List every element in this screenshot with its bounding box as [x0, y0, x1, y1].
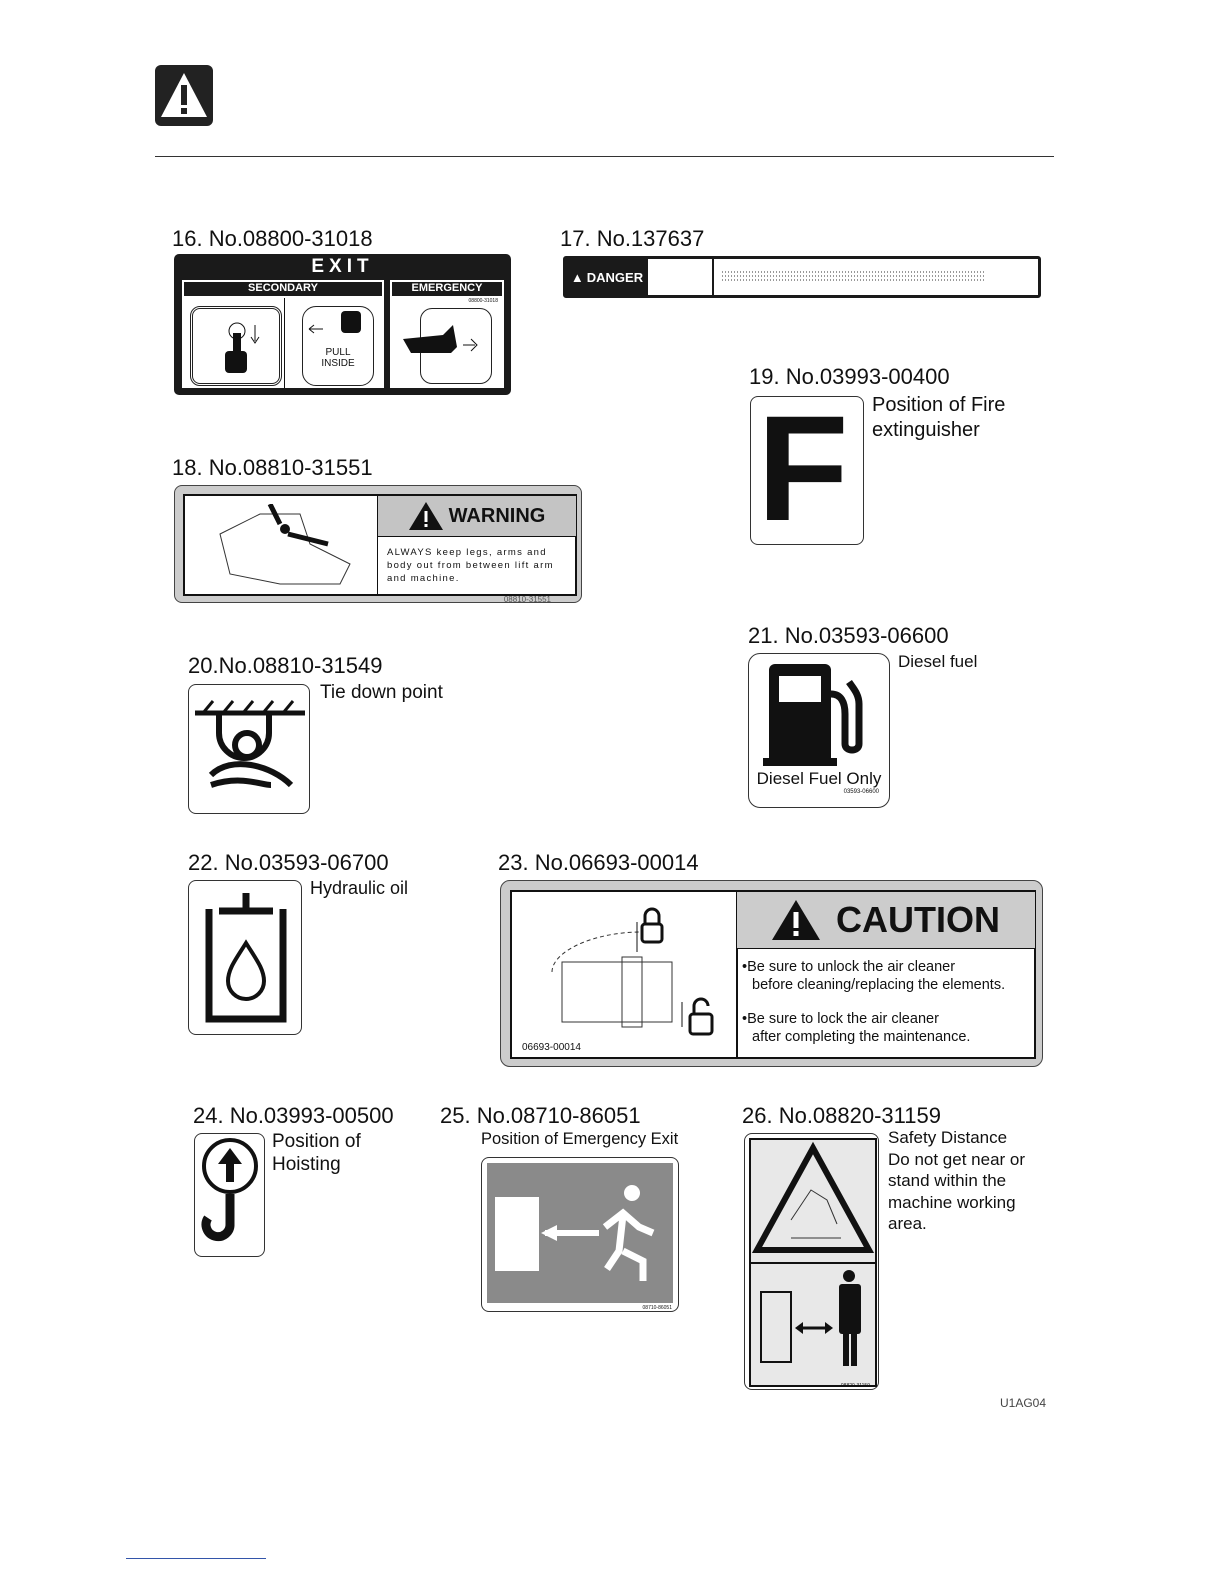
label-16-title: 16. No.08800-31018	[172, 226, 373, 251]
press-button-icon	[190, 306, 282, 386]
warning-triangle-icon	[772, 900, 820, 940]
desc-line: Position of Fire	[872, 394, 1006, 416]
diesel-fuel-label	[748, 653, 890, 808]
caution-heading: CAUTION	[836, 899, 1000, 940]
exit-code: 08800-31018	[468, 298, 498, 304]
hoisting-label	[194, 1133, 265, 1257]
warning-heading: WARNING	[448, 504, 546, 527]
emergency-heading: EMERGENCY	[392, 282, 502, 296]
desc-line: Do not get near or	[888, 1149, 1026, 1169]
label-22-title: 22. No.03593-06700	[188, 850, 389, 875]
warning-triangle-icon	[155, 65, 213, 126]
air-cleaner-illustration	[532, 902, 722, 1042]
diesel-caption: Diesel Fuel Only	[756, 769, 882, 788]
hoist-hook-icon	[195, 1134, 265, 1254]
caution-line: •Be sure to unlock the air cleaner	[742, 959, 956, 975]
label-24-description	[272, 1130, 361, 1176]
label-26-description	[888, 1127, 1025, 1235]
exit-label	[174, 254, 511, 395]
inside-text: INSIDE	[321, 358, 355, 369]
tie-down-label	[188, 684, 310, 814]
air-cleaner-caution-label	[500, 880, 1043, 1067]
desc-line: Position of	[272, 1131, 361, 1152]
label-code: 08710-86051	[642, 1305, 672, 1311]
label-25-title: 25. No.08710-86051	[440, 1103, 641, 1128]
caution-line: before cleaning/replacing the elements.	[752, 977, 1006, 993]
break-window-icon	[420, 308, 492, 384]
tie-down-icon	[189, 685, 309, 811]
label-21-title: 21. No.03593-06600	[748, 623, 949, 648]
label-code: 03593-06600	[843, 789, 879, 795]
label-26-title: 26. No.08820-31159	[742, 1103, 941, 1128]
desc-line: machine working	[888, 1192, 1016, 1212]
fire-extinguisher-label	[750, 384, 864, 552]
label-code: 08810-31551	[503, 595, 551, 604]
label-20-description: Tie down point	[320, 682, 443, 703]
hydraulic-oil-label	[188, 880, 302, 1035]
lift-arm-warning-label	[174, 485, 582, 603]
safety-distance-label	[744, 1133, 879, 1390]
label-code: 08820-31159	[840, 1383, 870, 1389]
danger-label	[563, 256, 1041, 298]
label-22-description: Hydraulic oil	[310, 878, 409, 898]
figure-code: U1AG04	[1000, 1396, 1047, 1410]
emergency-panel	[390, 280, 504, 388]
label-code: 06693-00014	[522, 1042, 581, 1053]
label-19-description	[872, 393, 1005, 443]
desc-line: stand within the	[888, 1171, 1007, 1190]
desc-line: area.	[888, 1214, 927, 1233]
pull-text: PULL	[325, 347, 351, 358]
danger-dotted-text	[714, 259, 1038, 295]
secondary-panel	[182, 280, 384, 388]
secondary-heading: SECONDARY	[184, 282, 382, 296]
pull-handle-icon	[302, 306, 374, 386]
warning-triangle-icon	[409, 502, 443, 530]
desc-line: Hoisting	[272, 1154, 341, 1175]
caution-text	[742, 958, 1005, 1046]
danger-badge	[566, 259, 648, 295]
exit-heading: EXIT	[311, 256, 374, 277]
label-19-title: 19. No.03993-00400	[749, 364, 950, 389]
crush-hazard-triangle-icon	[751, 1140, 875, 1260]
emergency-exit-label	[481, 1157, 679, 1312]
danger-text: DANGER	[586, 269, 644, 285]
fire-extinguisher-f-symbol: F	[757, 384, 849, 552]
label-20-title: 20.No.08810-31549	[188, 653, 383, 678]
running-exit-icon	[487, 1163, 673, 1303]
caution-line: •Be sure to lock the air cleaner	[742, 1011, 939, 1027]
hydraulic-oil-icon	[189, 881, 301, 1031]
fuel-pump-icon	[749, 654, 889, 769]
label-18-title: 18. No.08810-31551	[172, 455, 373, 480]
desc-line: extinguisher	[872, 419, 980, 441]
keep-distance-icon	[751, 1264, 875, 1384]
warning-triangle-icon: ▲	[570, 269, 584, 285]
label-24-title: 24. No.03993-00500	[193, 1103, 394, 1128]
header-rule	[155, 156, 1054, 157]
footer-rule	[126, 1558, 266, 1559]
label-23-title: 23. No.06693-00014	[498, 850, 699, 875]
warning-text: ALWAYS keep legs, arms and body out from between lift arm and machine.	[387, 547, 554, 584]
desc-line: Safety Distance	[888, 1128, 1008, 1147]
label-25-description: Position of Emergency Exit	[481, 1130, 679, 1148]
caution-line: after completing the maintenance.	[752, 1029, 971, 1045]
label-21-description: Diesel fuel	[898, 652, 978, 671]
label-17-title: 17. No.137637	[560, 226, 705, 251]
loader-illustration	[210, 504, 360, 589]
